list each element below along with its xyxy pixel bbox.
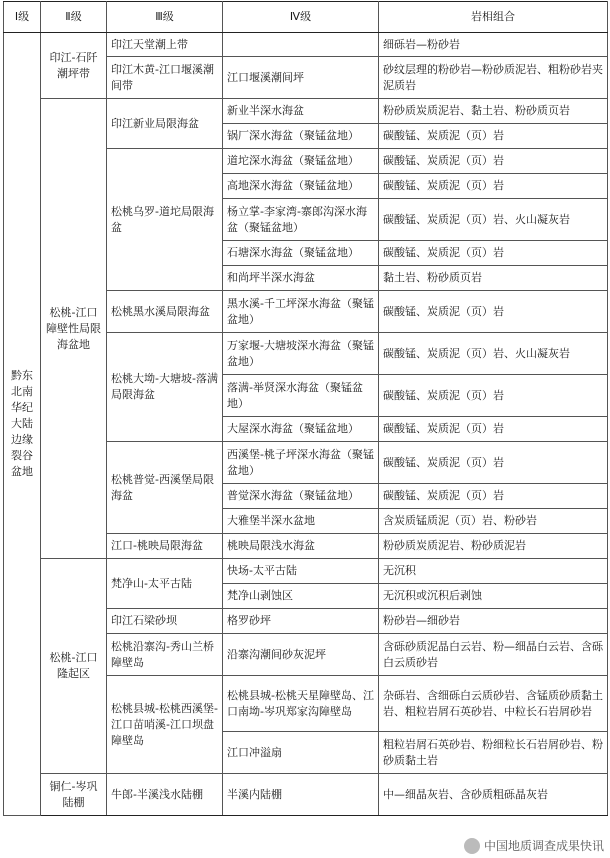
table-row bbox=[4, 99, 608, 124]
level3-cell: 梵净山-太平古陆 bbox=[107, 559, 223, 609]
rock-cell: 含炭质锰质泥（页）岩、粉砂岩 bbox=[379, 509, 608, 534]
level3-cell: 牛郎-半溪浅水陆棚 bbox=[107, 774, 223, 816]
level4-cell: 杨立掌-李家湾-寨郎沟深水海盆（聚锰盆地） bbox=[223, 199, 379, 241]
level4-cell bbox=[223, 33, 379, 57]
level3-cell: 松桃乌罗-道坨局限海盆 bbox=[107, 149, 223, 291]
level1-cell: 黔东北南华纪大陆边缘裂谷盆地 bbox=[4, 33, 41, 816]
watermark bbox=[464, 837, 604, 854]
level3-cell: 江口-桃映局限海盆 bbox=[107, 534, 223, 559]
rock-cell: 碳酸锰、炭质泥（页）岩 bbox=[379, 291, 608, 333]
level3-cell: 印江天堂潮上带 bbox=[107, 33, 223, 57]
level3-cell: 松桃大坳-大塘坡-落满局限海盆 bbox=[107, 333, 223, 442]
level4-cell: 道坨深水海盆（聚锰盆地） bbox=[223, 149, 379, 174]
level4-cell: 大屋深水海盆（聚锰盆地） bbox=[223, 417, 379, 442]
facies-table bbox=[3, 1, 608, 816]
rock-cell: 碳酸锰、炭质泥（页）岩 bbox=[379, 124, 608, 149]
header-rock-assemblage: 岩相组合 bbox=[379, 2, 608, 33]
rock-cell: 碳酸锰、炭质泥（页）岩 bbox=[379, 375, 608, 417]
watermark-text: 中国地质调查成果快讯 bbox=[483, 839, 604, 853]
level3-cell: 印江石梁砂坝 bbox=[107, 609, 223, 634]
level3-cell: 松桃县城-松桃西溪堡-江口苗哨溪-江口坝盘障壁岛 bbox=[107, 676, 223, 774]
table-row bbox=[4, 33, 608, 57]
level4-cell: 和尚坪半深水海盆 bbox=[223, 266, 379, 291]
level3-cell: 松桃黑水溪局限海盆 bbox=[107, 291, 223, 333]
level4-cell: 大雅堡半深水盆地 bbox=[223, 509, 379, 534]
table-row bbox=[4, 559, 608, 584]
level4-cell: 石塘深水海盆（聚锰盆地） bbox=[223, 241, 379, 266]
header-row bbox=[4, 2, 608, 33]
rock-cell: 粉砂质炭质泥岩、粉砂质泥岩 bbox=[379, 534, 608, 559]
level4-cell: 江口堰溪潮间坪 bbox=[223, 57, 379, 99]
level2-cell: 印江-石阡潮坪带 bbox=[41, 33, 107, 99]
level2-cell: 铜仁-岑巩陆棚 bbox=[41, 774, 107, 816]
table-row bbox=[4, 774, 608, 816]
rock-cell: 粉砂岩—细砂岩 bbox=[379, 609, 608, 634]
level4-cell: 快场-太平古陆 bbox=[223, 559, 379, 584]
header-level4: Ⅳ级 bbox=[223, 2, 379, 33]
level4-cell: 桃映局限浅水海盆 bbox=[223, 534, 379, 559]
wechat-icon bbox=[464, 838, 480, 854]
header-level3: Ⅲ级 bbox=[107, 2, 223, 33]
level3-cell: 松桃普觉-西溪堡局限海盆 bbox=[107, 442, 223, 534]
level3-cell: 印江木黄-江口堰溪潮间带 bbox=[107, 57, 223, 99]
level3-cell: 松桃沿寨沟-秀山兰桥障壁岛 bbox=[107, 634, 223, 676]
rock-cell: 碳酸锰、炭质泥（页）岩 bbox=[379, 484, 608, 509]
level4-cell: 松桃县城-松桃天星障壁岛、江口南坳-岑巩郑家沟障壁岛 bbox=[223, 676, 379, 732]
rock-cell: 碳酸锰、炭质泥（页）岩、火山凝灰岩 bbox=[379, 333, 608, 375]
level4-cell: 锅厂深水海盆（聚锰盆地） bbox=[223, 124, 379, 149]
rock-cell: 黏土岩、粉砂质页岩 bbox=[379, 266, 608, 291]
level4-cell: 万家堰-大塘坡深水海盆（聚锰盆地） bbox=[223, 333, 379, 375]
rock-cell: 细砾岩—粉砂岩 bbox=[379, 33, 608, 57]
level4-cell: 黑水溪-千工坪深水海盆（聚锰盆地） bbox=[223, 291, 379, 333]
header-level2: Ⅱ级 bbox=[41, 2, 107, 33]
rock-cell: 碳酸锰、炭质泥（页）岩 bbox=[379, 442, 608, 484]
level4-cell: 沿寨沟潮间砂灰泥坪 bbox=[223, 634, 379, 676]
rock-cell: 粉砂质炭质泥岩、黏土岩、粉砂质页岩 bbox=[379, 99, 608, 124]
rock-cell: 砂纹层理的粉砂岩—粉砂质泥岩、粗粉砂岩夹泥质岩 bbox=[379, 57, 608, 99]
level4-cell: 江口冲溢扇 bbox=[223, 732, 379, 774]
level4-cell: 格罗砂坪 bbox=[223, 609, 379, 634]
level4-cell: 半溪内陆棚 bbox=[223, 774, 379, 816]
rock-cell: 碳酸锰、炭质泥（页）岩 bbox=[379, 149, 608, 174]
level4-cell: 梵净山剥蚀区 bbox=[223, 584, 379, 609]
rock-cell: 碳酸锰、炭质泥（页）岩 bbox=[379, 417, 608, 442]
level4-cell: 新业半深水海盆 bbox=[223, 99, 379, 124]
rock-cell: 无沉积 bbox=[379, 559, 608, 584]
level3-cell: 印江新业局限海盆 bbox=[107, 99, 223, 149]
rock-cell: 杂砾岩、含细砾白云质砂岩、含锰质砂质黏土岩、粗粒岩屑石英砂岩、中粒长石岩屑砂岩 bbox=[379, 676, 608, 732]
rock-cell: 粗粒岩屑石英砂岩、粉细粒长石岩屑砂岩、粉砂质黏土岩 bbox=[379, 732, 608, 774]
rock-cell: 碳酸锰、炭质泥（页）岩、火山凝灰岩 bbox=[379, 199, 608, 241]
level2-cell: 松桃-江口隆起区 bbox=[41, 559, 107, 774]
rock-cell: 碳酸锰、炭质泥（页）岩 bbox=[379, 241, 608, 266]
level4-cell: 普觉深水海盆（聚锰盆地） bbox=[223, 484, 379, 509]
rock-cell: 含砾砂质泥晶白云岩、粉—细晶白云岩、含砾白云质砂岩 bbox=[379, 634, 608, 676]
level2-cell: 松桃-江口障壁性局限海盆地 bbox=[41, 99, 107, 559]
level4-cell: 西溪堡-桃子坪深水海盆（聚锰盆地） bbox=[223, 442, 379, 484]
header-level1: Ⅰ级 bbox=[4, 2, 41, 33]
level4-cell: 高地深水海盆（聚锰盆地） bbox=[223, 174, 379, 199]
rock-cell: 中—细晶灰岩、含砂质粗砾晶灰岩 bbox=[379, 774, 608, 816]
level4-cell: 落满-举贤深水海盆（聚锰盆地） bbox=[223, 375, 379, 417]
rock-cell: 碳酸锰、炭质泥（页）岩 bbox=[379, 174, 608, 199]
rock-cell: 无沉积或沉积后剥蚀 bbox=[379, 584, 608, 609]
